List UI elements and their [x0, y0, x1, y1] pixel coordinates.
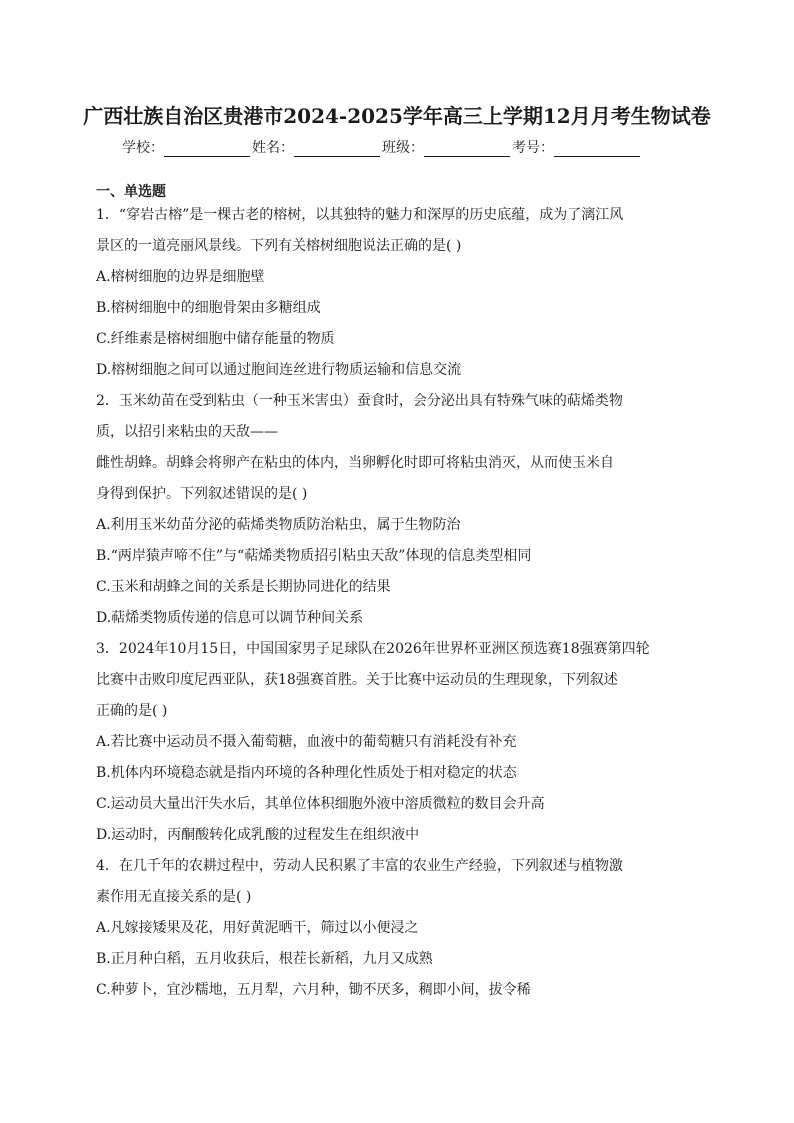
- option-line: D.运动时，丙酮酸转化成乳酸的过程发生在组织液中: [96, 827, 420, 843]
- question-line: 景区的一道亮丽风景线。下列有关榕树细胞说法正确的是( ): [96, 238, 462, 254]
- question-line: 素作用无直接关系的是( ): [96, 889, 252, 905]
- question-line: 1．“穿岩古榕”是一棵古老的榕树，以其独特的魅力和深厚的历史底蕴，成为了漓江风: [96, 207, 624, 223]
- student-info-line: [122, 137, 642, 157]
- name-label: 姓名：: [252, 140, 294, 156]
- exam-title: 广西壮族自治区贵港市2024-2025学年高三上学期12月月考生物试卷: [83, 104, 711, 128]
- class-blank[interactable]: [424, 142, 510, 157]
- option-line: D.榕树细胞之间可以通过胞间连丝进行物质运输和信息交流: [96, 362, 462, 378]
- number-blank[interactable]: [554, 142, 640, 157]
- option-line: A.若比赛中运动员不摄入葡萄糖，血液中的葡萄糖只有消耗没有补充: [96, 734, 517, 750]
- option-line: A.凡嫁接矮果及花，用好黄泥晒干，筛过以小便浸之: [96, 920, 419, 936]
- option-line: B.“两岸猿声啼不住”与“萜烯类物质招引粘虫天敌”体现的信息类型相同: [96, 548, 532, 564]
- option-line: D.萜烯类物质传递的信息可以调节种间关系: [96, 610, 364, 626]
- option-line: C.运动员大量出汗失水后，其单位体积细胞外液中溶质微粒的数目会升高: [96, 796, 545, 812]
- question-line: 正确的是( ): [96, 703, 168, 719]
- question-line: 3．2024年10月15日，中国国家男子足球队在2026年世界杯亚洲区预选赛18强赛第四轮: [96, 641, 650, 657]
- class-label: 班级：: [382, 140, 424, 156]
- question-line: 2．玉米幼苗在受到粘虫（一种玉米害虫）蚕食时，会分泌出具有特殊气味的萜烯类物: [96, 393, 623, 409]
- question-line: 雌性胡蜂。胡蜂会将卵产在粘虫的体内，当卵孵化时即可将粘虫消灭，从而使玉米自: [96, 455, 614, 471]
- question-line: 4．在几千年的农耕过程中，劳动人民积累了丰富的农业生产经验，下列叙述与植物激: [96, 858, 623, 874]
- school-label: 学校：: [122, 140, 164, 156]
- option-line: A.榕树细胞的边界是细胞壁: [96, 269, 265, 285]
- option-line: B.正月种白稻，五月收获后，根茬长新稻，九月又成熟: [96, 951, 433, 967]
- question-line: 比赛中击败印度尼西亚队，获18强赛首胜。关于比赛中运动员的生理现象，下列叙述: [96, 672, 618, 688]
- option-line: B.机体内环境稳态就是指内环境的各种理化性质处于相对稳定的状态: [96, 765, 517, 781]
- question-line: 质，以招引来粘虫的天敌——: [96, 424, 278, 440]
- option-line: C.纤维素是榕树细胞中储存能量的物质: [96, 331, 335, 347]
- section-heading: 一、单选题: [96, 184, 166, 200]
- school-blank[interactable]: [164, 142, 250, 157]
- option-line: C.玉米和胡蜂之间的关系是长期协同进化的结果: [96, 579, 391, 595]
- question-line: 身得到保护。下列叙述错误的是( ): [96, 486, 308, 502]
- option-line: C.种萝卜，宜沙糯地，五月犁，六月种，锄不厌多，稠即小间，拔令稀: [96, 982, 531, 998]
- name-blank[interactable]: [294, 142, 380, 157]
- option-line: A.利用玉米幼苗分泌的萜烯类物质防治粘虫，属于生物防治: [96, 517, 461, 533]
- number-label: 考号：: [512, 140, 554, 156]
- question-content: [96, 200, 696, 1006]
- option-line: B.榕树细胞中的细胞骨架由多糖组成: [96, 300, 321, 316]
